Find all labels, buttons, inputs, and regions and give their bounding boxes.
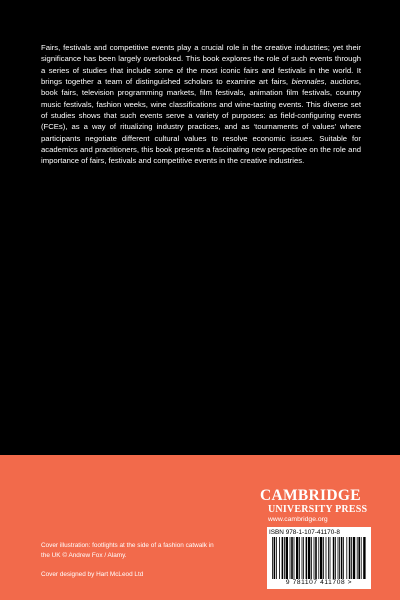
barcode-bar bbox=[311, 537, 312, 579]
barcode-bar bbox=[339, 537, 340, 579]
book-description bbox=[41, 42, 361, 167]
barcode-bar bbox=[363, 537, 365, 579]
isbn-label: ISBN 978-1-107-41170-8 bbox=[269, 529, 340, 536]
barcode-bar bbox=[308, 537, 310, 579]
barcode-bar bbox=[353, 537, 355, 579]
barcode-bar bbox=[343, 537, 344, 579]
barcode-bar bbox=[284, 537, 285, 579]
barcode-bar bbox=[291, 537, 293, 579]
barcode-bar bbox=[318, 537, 319, 579]
barcode-bar bbox=[303, 537, 304, 579]
barcode-bar bbox=[346, 537, 347, 579]
barcode-bar bbox=[341, 537, 343, 579]
barcode-bar bbox=[351, 537, 352, 579]
barcode-bars bbox=[271, 537, 367, 579]
barcode-bar bbox=[279, 537, 280, 579]
description-text-2: , auctions, book fairs, television programming markets, film festivals, animation film festivals, country music festivals, fashion weeks, wine classifications and wine-tasting events. This diverse set of studies shows that such events serve a variety of purposes: as field-configuring events (FCEs), as a way of ritualizing industry practices, and as ‘tournaments of values’ where participants negotiate different cultural values to resolve economic issues. Suitable for academics and practitioners, this book presents a fascinating new perspective on the role and importance of fairs, festivals and competitive events in the creative industries. bbox=[41, 77, 361, 166]
publisher-logo bbox=[260, 488, 370, 524]
description-italic-term: biennales bbox=[291, 77, 325, 87]
barcode-bar bbox=[276, 537, 277, 579]
cover-design-credit: Cover designed by Hart McLeod Ltd bbox=[41, 571, 144, 578]
barcode-bar bbox=[357, 537, 358, 579]
barcode-bar bbox=[333, 537, 335, 579]
barcode-bar bbox=[326, 537, 327, 579]
barcode-bar bbox=[358, 537, 360, 579]
description-text-1: Fairs, festivals and competitive events play a crucial role in the creative industries; yet their significance has been largely overlooked. This book explores the role of such events through a series of studies that include some of the most iconic fairs and festivals in the world. It brings together a team of distinguished scholars to examine art fairs, bbox=[41, 43, 361, 87]
barcode-bar bbox=[294, 537, 295, 579]
barcode-bar bbox=[328, 537, 329, 579]
barcode-bar bbox=[330, 537, 331, 579]
cover-illustration-credit: Cover illustration: footlights at the side of a fashion catwalk in the UK © Andrew Fox / Alamy. bbox=[41, 542, 214, 559]
barcode-bar bbox=[349, 537, 351, 579]
barcode-bar bbox=[296, 537, 298, 579]
barcode-bar bbox=[338, 537, 339, 579]
barcode-bar bbox=[323, 537, 324, 579]
barcode-bar bbox=[302, 537, 303, 579]
publisher-url: www.cambridge.org bbox=[268, 516, 328, 523]
barcode-digits: 9 781107 411708 > bbox=[285, 579, 353, 586]
barcode-bar bbox=[320, 537, 322, 579]
barcode-bar bbox=[282, 537, 284, 579]
publisher-name: CAMBRIDGE bbox=[260, 487, 361, 504]
barcode-bar bbox=[272, 537, 273, 579]
barcode-bar bbox=[315, 537, 317, 579]
barcode-bar bbox=[286, 537, 288, 579]
barcode-bar bbox=[361, 537, 362, 579]
barcode-bar bbox=[274, 537, 276, 579]
publisher-press: UNIVERSITY PRESS bbox=[268, 504, 368, 515]
barcode-bar bbox=[306, 537, 308, 579]
barcode-bar bbox=[314, 537, 315, 579]
barcode-bar bbox=[335, 537, 336, 579]
barcode-bar bbox=[299, 537, 300, 579]
barcode-bar bbox=[290, 537, 291, 579]
